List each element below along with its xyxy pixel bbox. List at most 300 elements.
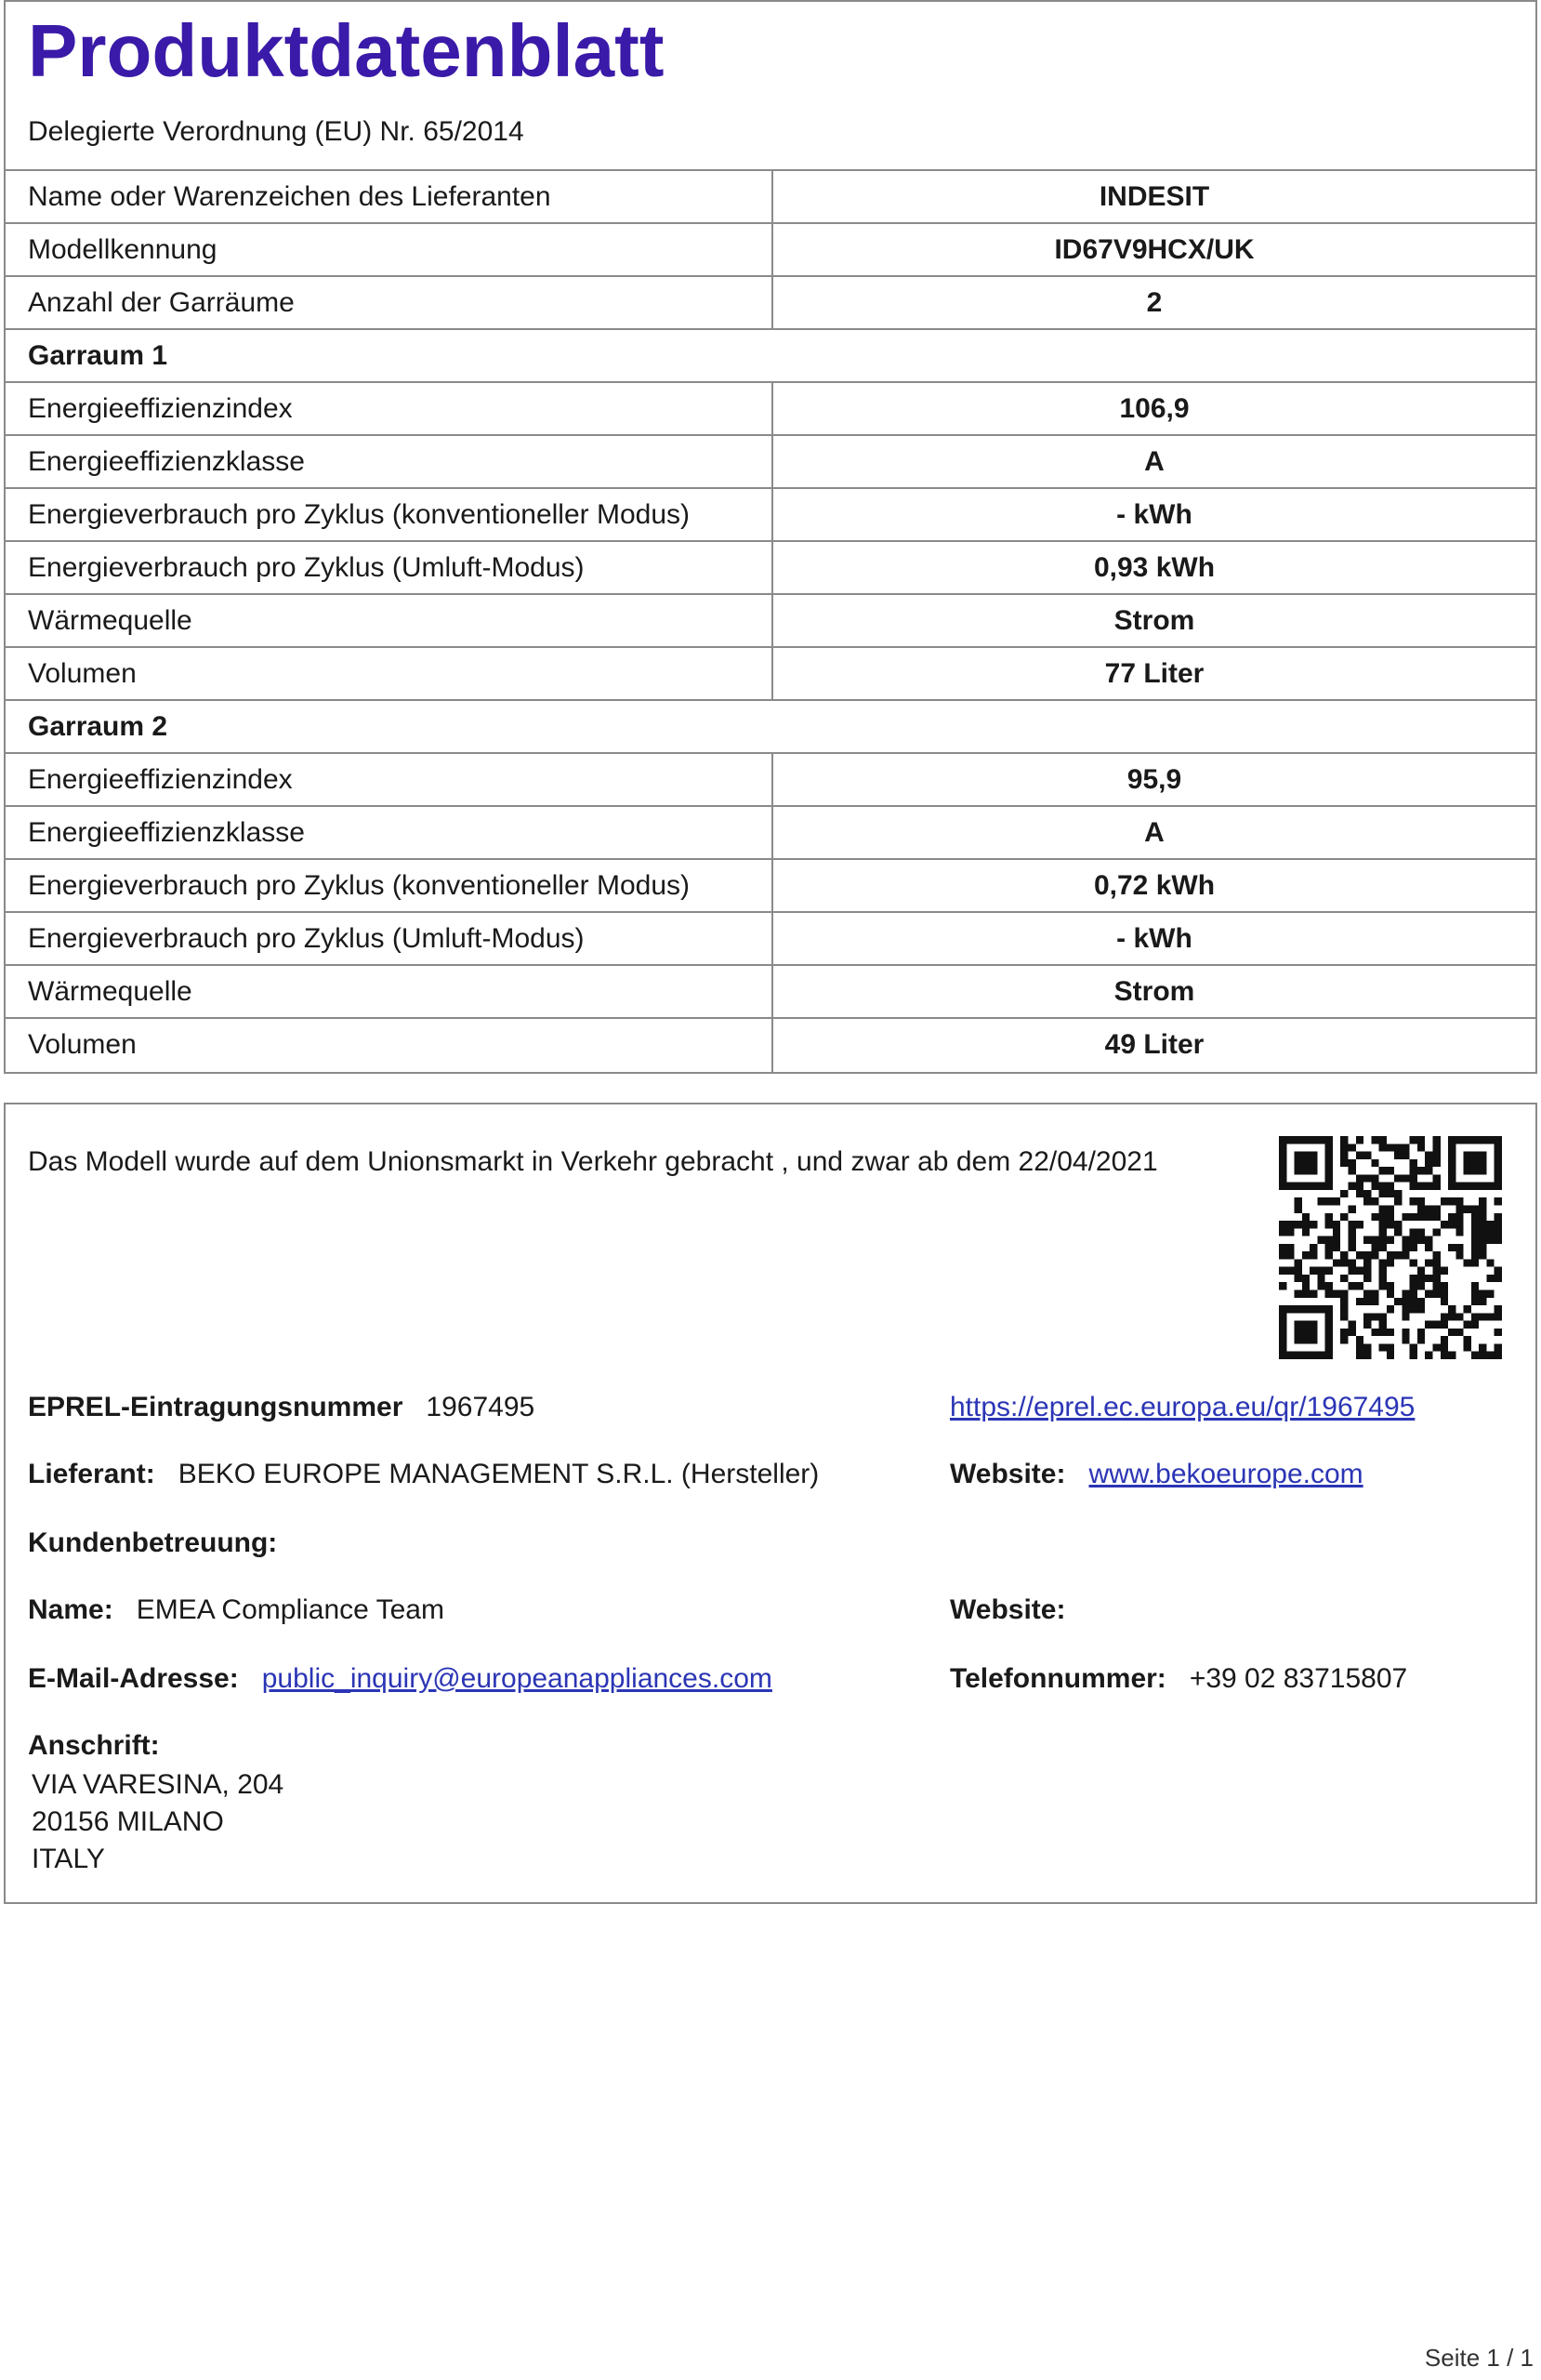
qr-module xyxy=(1371,1298,1378,1305)
qr-module xyxy=(1387,1282,1394,1289)
qr-module xyxy=(1286,1352,1294,1359)
qr-module xyxy=(1340,1136,1348,1144)
qr-module xyxy=(1387,1144,1394,1151)
qr-module xyxy=(1348,1321,1355,1329)
qr-module xyxy=(1363,1298,1371,1305)
qr-module xyxy=(1356,1343,1363,1351)
qr-module xyxy=(1302,1329,1310,1336)
qr-module xyxy=(1441,1267,1448,1275)
phone-value: +39 02 83715807 xyxy=(1189,1663,1408,1694)
email-label: E-Mail-Adresse: xyxy=(28,1663,239,1694)
qr-module xyxy=(1371,1213,1378,1221)
qr-module xyxy=(1486,1236,1494,1244)
row-value: A xyxy=(1144,817,1165,848)
qr-module xyxy=(1441,1352,1448,1359)
qr-module xyxy=(1310,1152,1317,1159)
qr-module xyxy=(1495,1213,1502,1221)
qr-module xyxy=(1464,1159,1471,1167)
qr-module xyxy=(1356,1267,1363,1275)
qr-module xyxy=(1348,1159,1355,1167)
qr-module xyxy=(1302,1251,1310,1259)
qr-module xyxy=(1394,1197,1402,1205)
qr-module xyxy=(1394,1251,1402,1259)
row-value: 77 Liter xyxy=(1104,658,1205,689)
row-label: Energieverbrauch pro Zyklus (Umluft-Modus) xyxy=(6,542,773,593)
qr-module xyxy=(1448,1152,1455,1159)
qr-module xyxy=(1363,1251,1371,1259)
qr-module xyxy=(1348,1167,1355,1174)
qr-module xyxy=(1471,1205,1479,1212)
qr-module xyxy=(1417,1282,1425,1289)
qr-module xyxy=(1433,1321,1441,1329)
qr-module xyxy=(1387,1213,1394,1221)
qr-module xyxy=(1333,1236,1340,1244)
qr-module xyxy=(1410,1183,1417,1190)
qr-module xyxy=(1425,1152,1432,1159)
qr-module xyxy=(1340,1259,1348,1266)
row-label: Anzahl der Garräume xyxy=(6,277,773,328)
row-value: 0,72 kWh xyxy=(1093,870,1216,901)
qr-module xyxy=(1495,1159,1502,1167)
qr-module xyxy=(1325,1144,1333,1151)
qr-module xyxy=(1464,1152,1471,1159)
qr-module xyxy=(1317,1305,1324,1313)
qr-module xyxy=(1387,1329,1394,1336)
qr-module xyxy=(1479,1298,1486,1305)
qr-module xyxy=(1495,1221,1502,1228)
qr-module xyxy=(1425,1183,1432,1190)
qr-module xyxy=(1479,1352,1486,1359)
qr-module xyxy=(1425,1167,1432,1174)
qr-module xyxy=(1379,1221,1387,1228)
qr-module xyxy=(1279,1167,1286,1174)
qr-module xyxy=(1340,1159,1348,1167)
qr-module xyxy=(1325,1336,1333,1343)
qr-module xyxy=(1441,1197,1448,1205)
qr-module xyxy=(1425,1236,1432,1244)
qr-module xyxy=(1371,1244,1378,1251)
qr-module xyxy=(1348,1236,1355,1244)
qr-module xyxy=(1417,1236,1425,1244)
row-value: 2 xyxy=(1146,287,1163,318)
section-heading-row xyxy=(6,701,1535,754)
qr-module xyxy=(1448,1305,1455,1313)
qr-module xyxy=(1495,1197,1502,1205)
qr-module xyxy=(1340,1290,1348,1298)
table-row xyxy=(6,754,1535,807)
qr-module xyxy=(1356,1174,1363,1182)
qr-module xyxy=(1279,1313,1286,1320)
qr-module xyxy=(1464,1183,1471,1190)
qr-module xyxy=(1387,1290,1394,1298)
eprel-link[interactable]: https://eprel.ec.europa.eu/qr/1967495 xyxy=(950,1392,1416,1422)
qr-module xyxy=(1348,1329,1355,1336)
qr-module xyxy=(1295,1136,1302,1144)
qr-module xyxy=(1379,1183,1387,1190)
row-label: Wärmequelle xyxy=(6,966,773,1017)
website-label: Website: xyxy=(950,1459,1066,1489)
row-label: Energieverbrauch pro Zyklus (konventioneller Modus) xyxy=(6,860,773,911)
qr-module xyxy=(1371,1197,1378,1205)
qr-module xyxy=(1410,1197,1417,1205)
qr-module xyxy=(1325,1197,1333,1205)
qr-module xyxy=(1295,1197,1302,1205)
qr-module xyxy=(1363,1313,1371,1320)
qr-module xyxy=(1448,1213,1455,1221)
qr-module xyxy=(1379,1228,1387,1236)
datasheet-rows xyxy=(6,171,1535,1072)
row-label: Energieeffizienzklasse xyxy=(6,436,773,487)
qr-module xyxy=(1417,1136,1425,1144)
qr-module xyxy=(1402,1174,1409,1182)
qr-module xyxy=(1325,1221,1333,1228)
supplier-website xyxy=(950,1456,1363,1493)
qr-module xyxy=(1486,1313,1494,1320)
qr-module xyxy=(1455,1221,1463,1228)
qr-module xyxy=(1295,1267,1302,1275)
qr-module xyxy=(1410,1167,1417,1174)
qr-module xyxy=(1495,1183,1502,1190)
qr-module xyxy=(1379,1244,1387,1251)
qr-module xyxy=(1363,1352,1371,1359)
qr-module xyxy=(1333,1197,1340,1205)
qr-module xyxy=(1295,1321,1302,1329)
qr-module xyxy=(1348,1221,1355,1228)
qr-module xyxy=(1317,1267,1324,1275)
table-row xyxy=(6,595,1535,648)
qr-module xyxy=(1340,1329,1348,1336)
qr-module xyxy=(1379,1275,1387,1282)
address-line: ITALY xyxy=(32,1844,105,1874)
qr-module xyxy=(1317,1282,1324,1289)
table-row xyxy=(6,1019,1535,1072)
qr-module xyxy=(1340,1305,1348,1313)
qr-module xyxy=(1379,1144,1387,1151)
support-website xyxy=(950,1592,1065,1629)
qr-module xyxy=(1302,1336,1310,1343)
qr-module xyxy=(1464,1205,1471,1212)
qr-module xyxy=(1486,1352,1494,1359)
qr-module xyxy=(1448,1352,1455,1359)
qr-module xyxy=(1340,1190,1348,1197)
qr-module xyxy=(1464,1336,1471,1343)
qr-module xyxy=(1417,1213,1425,1221)
qr-module xyxy=(1486,1228,1494,1236)
qr-module xyxy=(1441,1290,1448,1298)
qr-module xyxy=(1363,1174,1371,1182)
qr-module xyxy=(1310,1267,1317,1275)
qr-module xyxy=(1455,1244,1463,1251)
qr-module xyxy=(1302,1167,1310,1174)
qr-module xyxy=(1455,1313,1463,1320)
qr-module xyxy=(1371,1136,1378,1144)
contact-email xyxy=(28,1660,772,1698)
table-row xyxy=(6,171,1535,224)
qr-module xyxy=(1333,1228,1340,1236)
qr-module xyxy=(1448,1313,1455,1320)
qr-module xyxy=(1310,1244,1317,1251)
qr-module xyxy=(1340,1298,1348,1305)
qr-module xyxy=(1495,1167,1502,1174)
qr-module xyxy=(1479,1205,1486,1212)
qr-module xyxy=(1310,1159,1317,1167)
section-heading: Garraum 2 xyxy=(28,711,168,742)
qr-module xyxy=(1402,1329,1409,1336)
qr-module xyxy=(1495,1174,1502,1182)
qr-module xyxy=(1379,1167,1387,1174)
qr-module xyxy=(1410,1352,1417,1359)
qr-module xyxy=(1455,1183,1463,1190)
address-heading xyxy=(28,1727,160,1765)
qr-module xyxy=(1410,1244,1417,1251)
qr-module xyxy=(1479,1183,1486,1190)
qr-module xyxy=(1479,1343,1486,1351)
qr-module xyxy=(1433,1159,1441,1167)
qr-module xyxy=(1371,1251,1378,1259)
qr-module xyxy=(1471,1352,1479,1359)
qr-module xyxy=(1448,1144,1455,1151)
qr-module xyxy=(1302,1282,1310,1289)
qr-module xyxy=(1379,1313,1387,1320)
qr-module xyxy=(1410,1213,1417,1221)
qr-module xyxy=(1464,1136,1471,1144)
qr-module xyxy=(1495,1329,1502,1336)
qr-module xyxy=(1279,1329,1286,1336)
qr-module xyxy=(1286,1305,1294,1313)
qr-module xyxy=(1295,1336,1302,1343)
qr-module xyxy=(1417,1197,1425,1205)
qr-module xyxy=(1379,1329,1387,1336)
qr-module xyxy=(1279,1221,1286,1228)
qr-module xyxy=(1325,1352,1333,1359)
qr-module xyxy=(1379,1236,1387,1244)
email-link[interactable]: public_inquiry@europeanappliances.com xyxy=(261,1663,772,1694)
qr-module xyxy=(1310,1221,1317,1228)
qr-module xyxy=(1317,1236,1324,1244)
qr-module xyxy=(1448,1197,1455,1205)
qr-module xyxy=(1363,1267,1371,1275)
qr-module xyxy=(1394,1298,1402,1305)
qr-module xyxy=(1279,1352,1286,1359)
qr-module xyxy=(1471,1251,1479,1259)
row-value: Strom xyxy=(1113,605,1195,636)
qr-module xyxy=(1348,1228,1355,1236)
table-row xyxy=(6,542,1535,595)
qr-module xyxy=(1363,1197,1371,1205)
qr-module xyxy=(1410,1282,1417,1289)
qr-module xyxy=(1464,1321,1471,1329)
qr-module xyxy=(1448,1221,1455,1228)
qr-module xyxy=(1495,1152,1502,1159)
qr-module xyxy=(1448,1159,1455,1167)
qr-module xyxy=(1325,1282,1333,1289)
qr-module xyxy=(1417,1336,1425,1343)
qr-module xyxy=(1379,1205,1387,1212)
table-row xyxy=(6,860,1535,913)
qr-module xyxy=(1455,1205,1463,1212)
qr-module xyxy=(1455,1329,1463,1336)
supplier xyxy=(28,1456,819,1493)
customer-support-heading xyxy=(28,1525,277,1562)
qr-module xyxy=(1279,1159,1286,1167)
qr-module xyxy=(1394,1228,1402,1236)
eprel-number: 1967495 xyxy=(426,1392,535,1422)
qr-module xyxy=(1425,1259,1432,1266)
supplier-label: Lieferant: xyxy=(28,1459,155,1489)
qr-module xyxy=(1325,1321,1333,1329)
qr-module xyxy=(1333,1259,1340,1266)
qr-module xyxy=(1402,1251,1409,1259)
qr-module xyxy=(1356,1152,1363,1159)
qr-module xyxy=(1379,1321,1387,1329)
table-row xyxy=(6,383,1535,436)
qr-module xyxy=(1363,1321,1371,1329)
qr-module xyxy=(1495,1144,1502,1151)
qr-module xyxy=(1295,1167,1302,1174)
qr-module xyxy=(1417,1275,1425,1282)
qr-module xyxy=(1387,1236,1394,1244)
qr-module xyxy=(1471,1259,1479,1266)
qr-module xyxy=(1333,1244,1340,1251)
qr-module xyxy=(1387,1259,1394,1266)
qr-module xyxy=(1425,1244,1432,1251)
qr-module xyxy=(1417,1144,1425,1151)
qr-module xyxy=(1495,1228,1502,1236)
customer-support-label: Kundenbetreuung: xyxy=(28,1527,278,1558)
qr-module xyxy=(1295,1183,1302,1190)
qr-module xyxy=(1448,1329,1455,1336)
qr-module xyxy=(1448,1244,1455,1251)
row-label: Wärmequelle xyxy=(6,595,773,646)
website-link[interactable]: www.bekoeurope.com xyxy=(1088,1459,1363,1489)
qr-module xyxy=(1348,1205,1355,1212)
qr-module xyxy=(1486,1290,1494,1298)
row-label: Energieeffizienzindex xyxy=(6,754,773,805)
qr-module xyxy=(1486,1221,1494,1228)
qr-module xyxy=(1356,1282,1363,1289)
name-value: EMEA Compliance Team xyxy=(136,1594,444,1625)
qr-module xyxy=(1471,1221,1479,1228)
qr-module xyxy=(1340,1251,1348,1259)
product-datasheet-table xyxy=(4,0,1537,1074)
qr-module xyxy=(1379,1267,1387,1275)
qr-module xyxy=(1471,1313,1479,1320)
contact-phone xyxy=(950,1660,1407,1698)
qr-module xyxy=(1425,1290,1432,1298)
regulation-subtitle: Delegierte Verordnung (EU) Nr. 65/2014 xyxy=(6,104,1535,171)
address-line: VIA VARESINA, 204 xyxy=(32,1769,284,1800)
qr-module xyxy=(1356,1336,1363,1343)
qr-module xyxy=(1302,1275,1310,1282)
qr-module xyxy=(1310,1167,1317,1174)
qr-module xyxy=(1471,1244,1479,1251)
qr-module xyxy=(1356,1251,1363,1259)
qr-module xyxy=(1310,1290,1317,1298)
qr-module xyxy=(1479,1290,1486,1298)
qr-module xyxy=(1348,1244,1355,1251)
qr-module xyxy=(1402,1336,1409,1343)
qr-module xyxy=(1471,1236,1479,1244)
qr-module xyxy=(1433,1282,1441,1289)
qr-module xyxy=(1410,1275,1417,1282)
qr-module xyxy=(1410,1259,1417,1266)
qr-module xyxy=(1286,1267,1294,1275)
qr-module xyxy=(1286,1244,1294,1251)
qr-module xyxy=(1417,1183,1425,1190)
qr-module xyxy=(1471,1321,1479,1329)
qr-module xyxy=(1402,1144,1409,1151)
qr-module xyxy=(1371,1159,1378,1167)
qr-module xyxy=(1295,1221,1302,1228)
qr-module xyxy=(1471,1228,1479,1236)
qr-module xyxy=(1310,1336,1317,1343)
qr-module xyxy=(1495,1267,1502,1275)
address-label: Anschrift: xyxy=(28,1730,160,1761)
qr-module xyxy=(1302,1352,1310,1359)
qr-module xyxy=(1295,1259,1302,1266)
qr-module xyxy=(1471,1152,1479,1159)
qr-module xyxy=(1464,1343,1471,1351)
qr-module xyxy=(1417,1329,1425,1336)
qr-module xyxy=(1286,1228,1294,1236)
qr-module xyxy=(1333,1290,1340,1298)
qr-module xyxy=(1363,1343,1371,1351)
row-label: Energieverbrauch pro Zyklus (konventioneller Modus) xyxy=(6,489,773,540)
qr-module xyxy=(1279,1228,1286,1236)
qr-module xyxy=(1325,1290,1333,1298)
address-block xyxy=(32,1766,283,1878)
qr-module xyxy=(1479,1159,1486,1167)
qr-module xyxy=(1279,1174,1286,1182)
qr-module xyxy=(1394,1174,1402,1182)
qr-module xyxy=(1310,1136,1317,1144)
qr-module xyxy=(1495,1313,1502,1320)
qr-module xyxy=(1425,1205,1432,1212)
name-label: Name: xyxy=(28,1594,113,1625)
qr-module xyxy=(1402,1236,1409,1244)
qr-module xyxy=(1471,1213,1479,1221)
qr-module xyxy=(1425,1159,1432,1167)
qr-module xyxy=(1441,1221,1448,1228)
qr-module xyxy=(1302,1228,1310,1236)
qr-module xyxy=(1479,1221,1486,1228)
qr-module xyxy=(1410,1343,1417,1351)
qr-module xyxy=(1448,1183,1455,1190)
qr-module xyxy=(1486,1275,1494,1282)
row-value: 106,9 xyxy=(1119,393,1190,424)
qr-module xyxy=(1495,1352,1502,1359)
qr-module xyxy=(1295,1305,1302,1313)
page-number: Seite 1 / 1 xyxy=(1424,2344,1534,2372)
qr-module xyxy=(1279,1136,1286,1144)
row-label: Energieeffizienzindex xyxy=(6,383,773,434)
qr-module xyxy=(1464,1167,1471,1174)
qr-module xyxy=(1441,1343,1448,1351)
supplier-value: BEKO EUROPE MANAGEMENT S.R.L. (Hersteller) xyxy=(178,1459,820,1489)
qr-module xyxy=(1286,1251,1294,1259)
row-value: ID67V9HCX/UK xyxy=(1054,234,1255,265)
qr-module xyxy=(1410,1305,1417,1313)
qr-module xyxy=(1286,1183,1294,1190)
qr-module xyxy=(1455,1251,1463,1259)
qr-module xyxy=(1325,1167,1333,1174)
qr-module xyxy=(1387,1183,1394,1190)
qr-module xyxy=(1295,1159,1302,1167)
qr-module xyxy=(1387,1167,1394,1174)
qr-module xyxy=(1379,1343,1387,1351)
row-value: 95,9 xyxy=(1126,764,1182,795)
table-row xyxy=(6,489,1535,542)
